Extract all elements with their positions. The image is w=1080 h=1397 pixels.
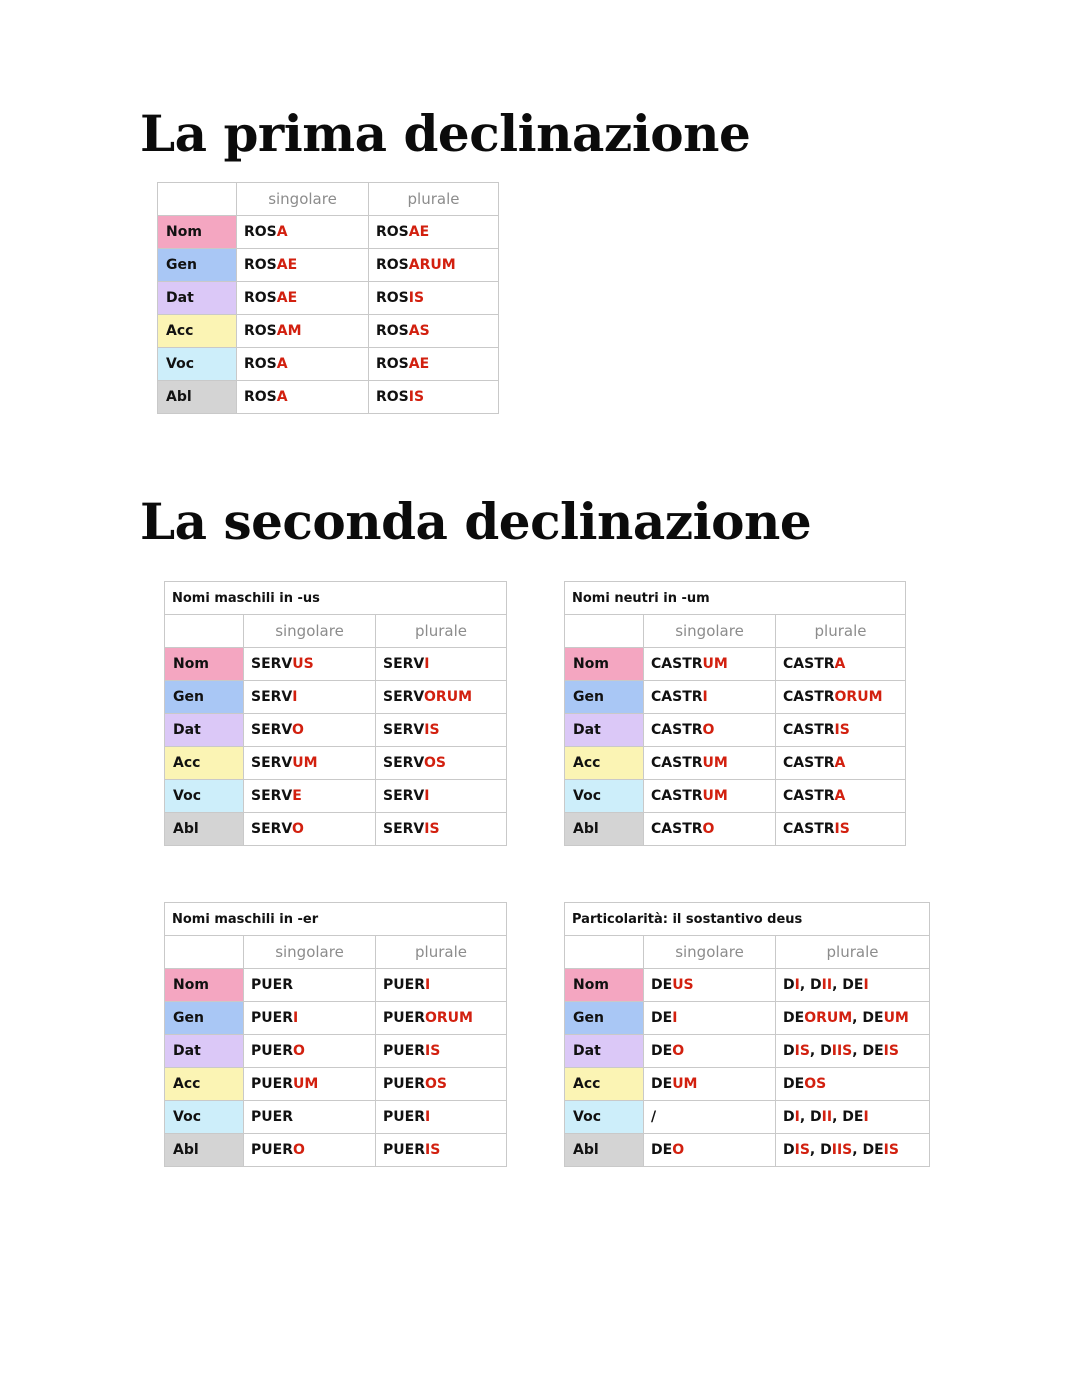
word-ending: IS [834,722,850,738]
header-plurale: plurale [369,183,499,216]
singular-form [644,714,776,747]
header-plurale: plurale [376,936,507,969]
case-label-acc: Acc [565,1068,644,1101]
word-stem: ROS [244,257,277,273]
word-stem: ROS [376,224,409,240]
plural-form [776,747,906,780]
plural-form [776,1035,930,1068]
case-label-abl: Abl [158,381,237,414]
word-stem: SERV [251,689,293,705]
singular-form [244,714,376,747]
word-separator: , [852,1010,863,1026]
word-stem: SERV [383,755,425,771]
table-row [565,1035,930,1068]
word-ending: IS [883,1142,899,1158]
table-row [158,381,499,414]
word-ending: ARUM [408,257,456,273]
word-ending: O [292,722,304,738]
word-stem: DE [651,1142,673,1158]
caption-row [165,582,507,615]
declension-table-deus [564,902,930,1167]
word-ending: I [794,1109,800,1125]
plural-form [376,969,507,1002]
table-row [165,1134,507,1167]
word-stem: ROS [244,224,277,240]
singular-form [644,1134,776,1167]
declension-table-masculine-er [164,902,507,1167]
word-stem: D [810,977,822,993]
word-ending: E [292,788,302,804]
case-label-dat: Dat [165,1035,244,1068]
plural-form [376,1134,507,1167]
plural-form [369,216,499,249]
word-ending: AS [408,323,430,339]
case-label-gen: Gen [565,681,644,714]
word-stem: SERV [383,821,425,837]
header-row [165,936,507,969]
word-ending: UM [292,755,318,771]
word-stem: PUER [383,1142,425,1158]
plural-form [369,315,499,348]
plural-form [776,1134,930,1167]
section-title-prima: La prima declinazione [140,104,751,163]
singular-form [644,1101,776,1134]
word-separator: , [852,1142,863,1158]
singular-form [237,315,369,348]
word-ending: OS [424,1076,447,1092]
word-ending: UM [702,656,728,672]
table-row [565,1101,930,1134]
table-row [165,1068,507,1101]
plural-form [369,381,499,414]
word-ending: UM [292,1076,319,1092]
header-singolare: singolare [244,615,376,648]
word-ending: I [292,1010,299,1026]
word-stem: SERV [251,788,293,804]
plural-form [776,648,906,681]
case-label-gen: Gen [165,1002,244,1035]
table-row [565,969,930,1002]
plural-form [776,813,906,846]
word-separator: , [832,1109,843,1125]
word-stem: PUER [251,1010,293,1026]
word-ending: I [424,977,431,993]
word-ending: IS [424,1043,441,1059]
word-stem: D [783,1142,795,1158]
word-stem: ROS [376,323,409,339]
plural-form [376,747,507,780]
word-separator: , [799,977,811,993]
word-stem: CASTR [651,656,703,672]
case-label-gen: Gen [158,249,237,282]
plural-form [369,249,499,282]
word-ending: ORUM [834,689,883,705]
plural-form [376,1035,507,1068]
singular-form [244,813,376,846]
word-ending: ORUM [424,689,472,705]
header-corner [565,615,644,648]
case-label-acc: Acc [158,315,237,348]
word-stem: CASTR [783,689,835,705]
case-label-dat: Dat [565,714,644,747]
table-row [565,813,906,846]
word-stem: DE [862,1142,884,1158]
case-label-gen: Gen [165,681,244,714]
singular-form [644,969,776,1002]
table-row [158,348,499,381]
word-ending: IS [834,821,850,837]
case-label-dat: Dat [165,714,244,747]
word-ending: AE [276,290,298,306]
table-row [565,747,906,780]
word-stem: SERV [383,656,425,672]
table-row [165,780,507,813]
word-separator: , [799,1109,811,1125]
table-row [165,714,507,747]
declension-table-masculine-us [164,581,507,846]
plural-form [376,1068,507,1101]
singular-form [644,747,776,780]
word-stem: CASTR [783,821,835,837]
word-stem: ROS [376,290,409,306]
header-corner [165,615,244,648]
word-ending: AE [408,356,430,372]
plural-form [776,714,906,747]
table-row [165,681,507,714]
word-ending: IS [424,722,440,738]
word-stem: CASTR [651,722,703,738]
table-row [565,1134,930,1167]
word-ending: O [292,821,304,837]
word-ending: AM [276,323,302,339]
table-row [565,1002,930,1035]
singular-form [644,681,776,714]
singular-form [644,780,776,813]
word-stem: CASTR [783,656,835,672]
word-ending: I [702,689,708,705]
word-stem: DE [651,1076,673,1092]
table-row [565,1068,930,1101]
case-label-acc: Acc [165,1068,244,1101]
word-separator: , [809,1142,821,1158]
word-stem: ROS [376,389,409,405]
singular-form [237,348,369,381]
word-stem: DE [842,977,864,993]
word-ending: I [424,656,430,672]
word-ending: I [672,1010,678,1026]
word-ending: I [794,977,800,993]
case-label-nom: Nom [165,648,244,681]
case-label-voc: Voc [565,780,644,813]
plural-form [776,969,930,1002]
singular-form [237,381,369,414]
header-corner [165,936,244,969]
header-row [565,936,930,969]
word-ending: IS [883,1043,899,1059]
word-ending: O [672,1043,685,1059]
case-label-abl: Abl [165,1134,244,1167]
table-row [165,747,507,780]
word-stem: DE [862,1043,884,1059]
word-separator: , [832,977,843,993]
word-ending: AE [276,257,298,273]
word-ending: I [863,1109,869,1125]
word-ending: I [424,788,430,804]
word-stem: PUER [251,1043,293,1059]
word-ending: O [292,1142,305,1158]
word-stem: PUER [251,977,293,993]
word-stem: SERV [251,722,293,738]
word-stem: CASTR [651,689,703,705]
plural-form [776,1101,930,1134]
word-ending: UM [702,788,728,804]
word-stem: CASTR [783,722,835,738]
word-ending: ORUM [424,1010,473,1026]
word-ending: A [834,788,846,804]
word-stem: ROS [376,257,409,273]
word-ending: IS [424,1142,441,1158]
header-plurale: plurale [376,615,507,648]
table-caption: Nomi maschili in -us [165,582,507,615]
word-stem: PUER [383,1010,425,1026]
word-stem: DE [842,1109,864,1125]
plural-form [376,1002,507,1035]
word-ending: OS [804,1076,827,1092]
table-row [165,1035,507,1068]
table-row [165,1002,507,1035]
declension-table-neuter-um [564,581,906,846]
word-stem: SERV [251,656,293,672]
table-caption: Particolarità: il sostantivo deus [565,903,930,936]
singular-form [244,1002,376,1035]
table-row [565,681,906,714]
table-row [565,648,906,681]
word-ending: I [292,689,298,705]
table-row [158,216,499,249]
plural-form [369,282,499,315]
word-stem: PUER [251,1076,293,1092]
case-label-nom: Nom [565,969,644,1002]
case-label-gen: Gen [565,1002,644,1035]
word-ending: I [863,977,869,993]
table-row [165,813,507,846]
word-ending: IS [408,290,425,306]
word-ending: IS [794,1142,810,1158]
case-label-abl: Abl [165,813,244,846]
singular-form [237,249,369,282]
case-label-abl: Abl [565,813,644,846]
table-row [158,282,499,315]
singular-form [644,1068,776,1101]
word-stem: DE [783,1010,805,1026]
word-stem: SERV [251,755,293,771]
word-stem: D [783,1043,795,1059]
caption-row [565,903,930,936]
word-stem: DE [651,1043,673,1059]
header-row [565,615,906,648]
singular-form [244,681,376,714]
header-singolare: singolare [237,183,369,216]
word-stem: PUER [383,1109,425,1125]
singular-form [244,1035,376,1068]
header-singolare: singolare [644,936,776,969]
word-stem: DE [862,1010,884,1026]
table-row [565,714,906,747]
word-stem: DE [651,977,673,993]
case-label-acc: Acc [165,747,244,780]
word-ending: A [276,356,288,372]
declension-table-prima [157,182,499,414]
word-ending: IS [408,389,425,405]
word-ending: I [424,1109,431,1125]
singular-form [244,648,376,681]
case-label-abl: Abl [565,1134,644,1167]
word-ending: UM [672,1076,698,1092]
case-label-nom: Nom [565,648,644,681]
word-ending: A [276,224,288,240]
word-ending: UM [883,1010,909,1026]
word-ending: US [292,656,314,672]
word-stem: CASTR [783,788,835,804]
plural-form [376,813,507,846]
table-caption: Nomi neutri in -um [565,582,906,615]
word-stem: ROS [244,356,277,372]
header-row [165,615,507,648]
word-ending: II [821,977,833,993]
case-label-nom: Nom [158,216,237,249]
plural-form [776,1068,930,1101]
header-corner [565,936,644,969]
word-ending: OS [424,755,446,771]
singular-form [237,282,369,315]
case-label-dat: Dat [158,282,237,315]
caption-row [165,903,507,936]
header-plurale: plurale [776,615,906,648]
plural-form [776,1002,930,1035]
table-row [565,780,906,813]
header-singolare: singolare [244,936,376,969]
singular-form [644,648,776,681]
table-row [158,315,499,348]
header-corner [158,183,237,216]
header-plurale: plurale [776,936,930,969]
word-stem: SERV [383,689,425,705]
word-stem: ROS [376,356,409,372]
singular-form [244,969,376,1002]
word-ending: UM [702,755,728,771]
header-row [158,183,499,216]
word-stem: CASTR [783,755,835,771]
word-ending: O [672,1142,685,1158]
word-ending: O [292,1043,305,1059]
singular-form [644,1035,776,1068]
word-stem: D [783,1109,795,1125]
plural-form [376,780,507,813]
word-stem: CASTR [651,788,703,804]
plural-form [776,681,906,714]
word-stem: PUER [251,1109,293,1125]
word-stem: DE [651,1010,673,1026]
word-stem: ROS [244,290,277,306]
word-stem: PUER [383,1043,425,1059]
plural-form [376,1101,507,1134]
case-label-dat: Dat [565,1035,644,1068]
plural-form [776,780,906,813]
word-ending: A [834,656,846,672]
word-ending: IIS [831,1043,853,1059]
singular-form [244,1068,376,1101]
word-ending: ORUM [804,1010,853,1026]
singular-form [237,216,369,249]
word-stem: PUER [383,1076,425,1092]
word-stem: SERV [251,821,293,837]
word-ending: US [672,977,694,993]
plural-form [376,648,507,681]
case-label-voc: Voc [565,1101,644,1134]
case-label-voc: Voc [165,1101,244,1134]
singular-form [644,1002,776,1035]
word-stem: D [810,1109,822,1125]
singular-form [244,780,376,813]
word-ending: IS [794,1043,810,1059]
table-caption: Nomi maschili in -er [165,903,507,936]
table-row [165,648,507,681]
singular-form [244,1134,376,1167]
word-ending: AE [408,224,430,240]
word-stem: ROS [244,323,277,339]
word-stem: D [820,1043,832,1059]
word-ending: IIS [831,1142,853,1158]
table-row [165,969,507,1002]
word-separator: , [852,1043,863,1059]
header-singolare: singolare [644,615,776,648]
section-title-seconda: La seconda declinazione [140,492,812,551]
table-row [158,249,499,282]
word-stem: D [783,977,795,993]
case-label-acc: Acc [565,747,644,780]
word-ending: II [821,1109,833,1125]
word-stem: D [820,1142,832,1158]
word-ending: O [702,821,715,837]
word-separator: , [809,1043,821,1059]
word-ending: A [834,755,846,771]
caption-row [565,582,906,615]
word-stem: PUER [251,1142,293,1158]
plural-form [369,348,499,381]
word-stem: ROS [244,389,277,405]
case-label-voc: Voc [158,348,237,381]
singular-form [644,813,776,846]
word-stem: DE [783,1076,805,1092]
singular-form [244,747,376,780]
plural-form [376,714,507,747]
word-ending: O [702,722,715,738]
word-stem: CASTR [651,755,703,771]
word-stem: SERV [383,788,425,804]
plural-form [376,681,507,714]
word-stem: PUER [383,977,425,993]
singular-form [244,1101,376,1134]
word-ending: A [276,389,288,405]
table-row [165,1101,507,1134]
case-label-voc: Voc [165,780,244,813]
word-ending: IS [424,821,440,837]
word-stem: / [651,1109,657,1125]
word-stem: SERV [383,722,425,738]
case-label-nom: Nom [165,969,244,1002]
word-stem: CASTR [651,821,703,837]
